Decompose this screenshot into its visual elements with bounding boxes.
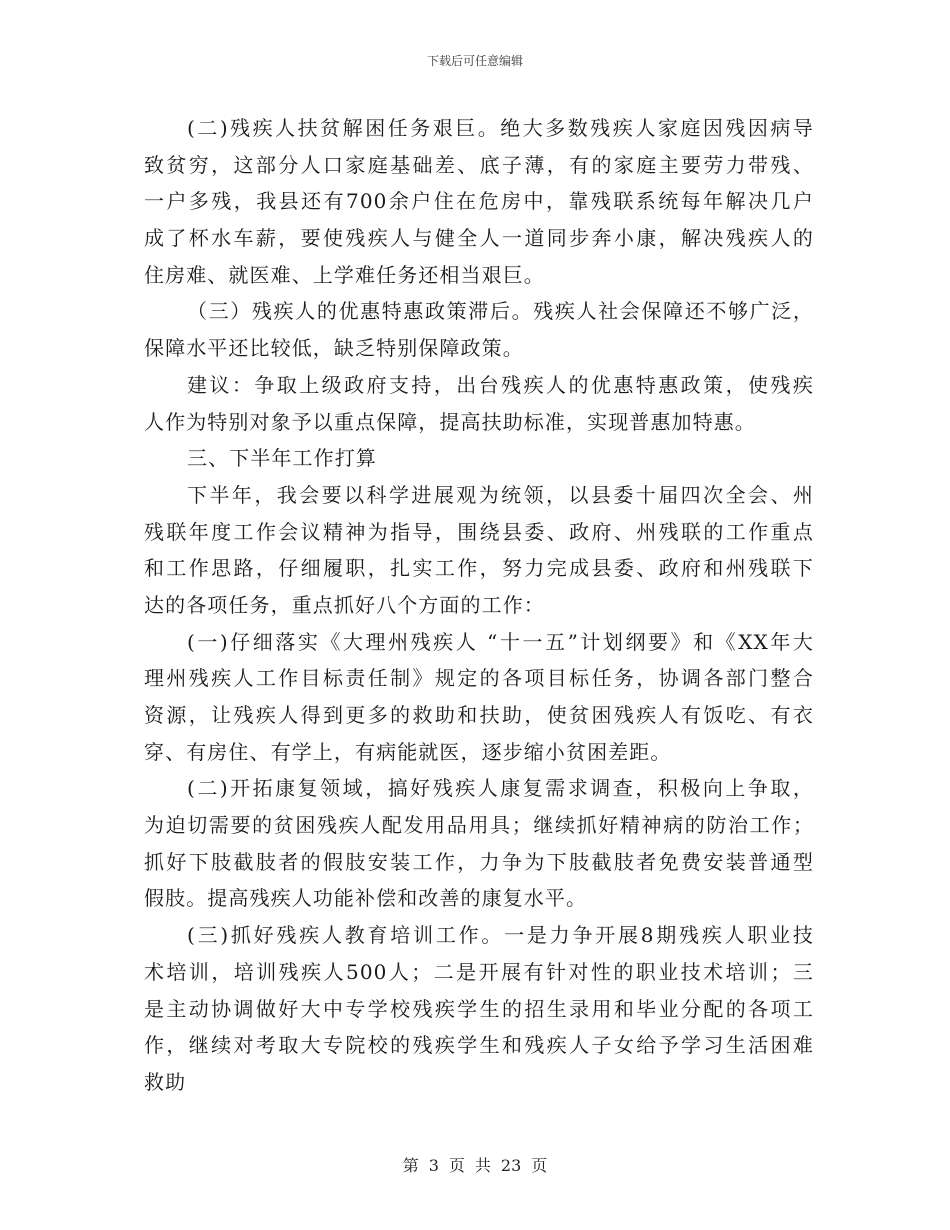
text-line: (三)抓好残疾人教育培训工作。一是力争开展8期残疾人职业技: [187, 923, 814, 948]
text-line: 一户多残，我县还有700余户住在危房中，靠残联系统每年解决几户: [144, 189, 814, 214]
text-line: 致贫穷，这部分人口家庭基础差、底子薄，有的家庭主要劳力带残、: [144, 152, 814, 177]
footer-total-label: 共: [474, 1156, 491, 1175]
footer-page-unit: 页: [448, 1156, 465, 1175]
text-line: 下半年，我会要以科学进展观为统领，以县委十届四次全会、州: [187, 482, 814, 507]
text-line: (二)开拓康复领域，搞好残疾人康复需求调查，积极向上争取，: [187, 776, 814, 801]
text-line: 理州残疾人工作目标责任制》规定的各项目标任务，协调各部门整合: [144, 666, 814, 691]
text-line: 是主动协调做好大中专学校残疾学生的招生录用和毕业分配的各项工: [144, 996, 814, 1021]
text-line: 穿、有房住、有学上，有病能就医，逐步缩小贫困差距。: [144, 739, 672, 764]
text-line: 成了杯水车薪，要使残疾人与健全人一道同步奔小康，解决残疾人的: [144, 226, 814, 251]
text-line: 作，继续对考取大专院校的残疾学生和残疾人子女给予学习生活困难: [144, 1033, 814, 1058]
text-line: 抓好下肢截肢者的假肢安装工作，力争为下肢截肢者免费安装普通型: [144, 849, 814, 874]
text-line: 假肢。提高残疾人功能补偿和改善的康复水平。: [144, 886, 588, 911]
text-line: 达的各项任务，重点抓好八个方面的工作：: [144, 592, 545, 617]
footer-total-pages: 23: [500, 1156, 522, 1175]
text-line: （三）残疾人的优惠特惠政策滞后。残疾人社会保障还不够广泛，: [187, 299, 814, 324]
text-line: 术培训，培训残疾人500人；二是开展有针对性的职业技术培训；三: [144, 959, 814, 984]
text-line: 救助: [144, 1069, 187, 1094]
text-line: 人作为特别对象予以重点保障，提高扶助标准，实现普惠加特惠。: [144, 409, 756, 434]
text-line: (一)仔细落实《大理州残疾人 “十一五”计划纲要》和《XX年大: [187, 629, 814, 654]
text-line: 三、下半年工作打算: [187, 446, 377, 471]
document-body: [144, 110, 814, 1101]
text-line: (二)残疾人扶贫解困任务艰巨。绝大多数残疾人家庭因残因病导: [187, 116, 814, 140]
text-line: 残联年度工作会议精神为指导，围绕县委、政府、州残联的工作重点: [144, 519, 814, 544]
footer-current-page: 3: [428, 1156, 439, 1175]
text-line: 住房难、就医难、上学难任务还相当艰巨。: [144, 262, 545, 287]
text-line: 建议：争取上级政府支持，出台残疾人的优惠特惠政策，使残疾: [187, 372, 814, 397]
text-line: 保障水平还比较低，缺乏特别保障政策。: [144, 336, 524, 361]
footer-total-unit: 页: [531, 1156, 548, 1175]
text-line: 和工作思路，仔细履职，扎实工作，努力完成县委、政府和州残联下: [144, 556, 814, 581]
text-line: 资源，让残疾人得到更多的救助和扶助，使贫困残疾人有饭吃、有衣: [144, 703, 814, 727]
page-header: 下载后可任意编辑: [426, 54, 523, 68]
page-footer: [0, 1153, 950, 1176]
text-line: 为迫切需要的贫困残疾人配发用品用具；继续抓好精神病的防治工作；: [144, 813, 814, 838]
footer-page-label: 第: [402, 1156, 419, 1175]
